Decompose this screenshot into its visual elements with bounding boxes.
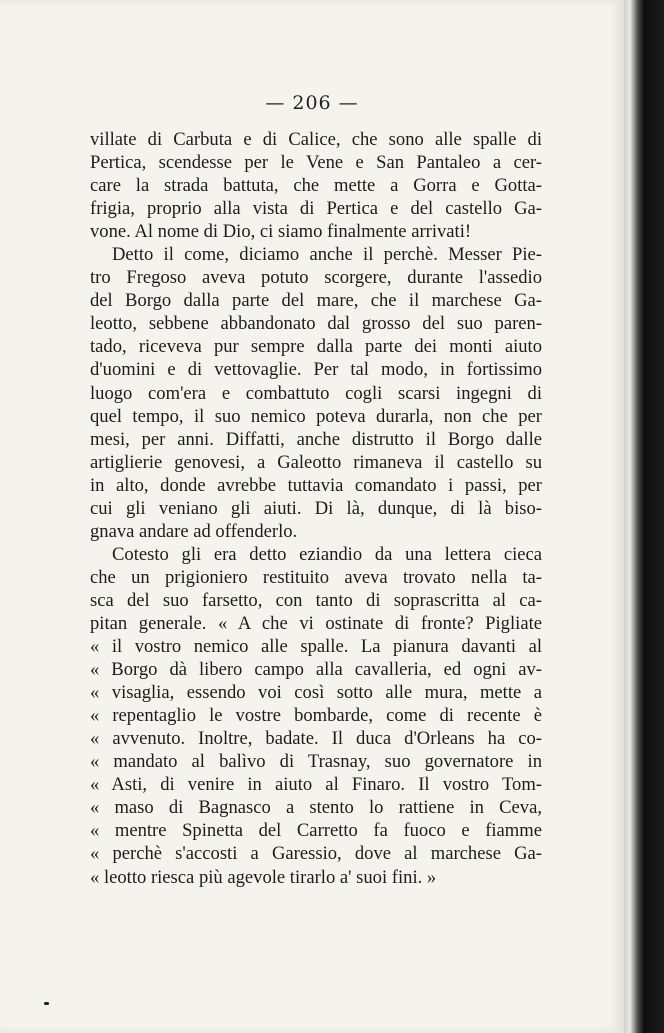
text-line: sca del suo farsetto, con tanto di soprascritta al ca- bbox=[90, 589, 542, 611]
text-line: frigia, proprio alla vista di Pertica e del castello Ga- bbox=[90, 198, 542, 220]
scan-right-edge bbox=[624, 0, 664, 1033]
paragraph bbox=[90, 543, 542, 889]
text-line: « Borgo dà libero campo alla cavalleria, ed ogni av- bbox=[90, 659, 542, 681]
text-line: Cotesto gli era detto eziandio da una lettera cieca bbox=[112, 543, 542, 565]
text-line: in alto, donde avrebbe tuttavia comandato i passi, per bbox=[90, 474, 542, 496]
text-line: « perchè s'accosti a Garessio, dove al marchese Ga- bbox=[90, 843, 542, 865]
text-line: « Asti, di venire in aiuto al Finaro. Il vostro Tom- bbox=[90, 774, 542, 796]
text-line: pitan generale. « A che vi ostinate di fronte? Pigliate bbox=[90, 612, 542, 634]
text-line: luogo com'era e combattuto cogli scarsi ingegni di bbox=[90, 382, 542, 404]
text-line: care la strada battuta, che mette a Gorra e Gotta- bbox=[90, 175, 542, 197]
text-line: vone. Al nome di Dio, ci siamo finalmente arrivati! bbox=[90, 221, 472, 243]
paragraph bbox=[90, 128, 542, 243]
paragraph bbox=[90, 243, 542, 543]
page-number: — 206 — bbox=[265, 92, 359, 114]
body-text bbox=[90, 128, 542, 889]
text-line: « mentre Spinetta del Carretto fa fuoco e fiamme bbox=[90, 820, 542, 842]
text-line: cui gli veniano gli aiuti. Di là, dunque, di là biso- bbox=[90, 497, 542, 519]
text-line: artiglierie genovesi, a Galeotto rimaneva il castello su bbox=[90, 451, 542, 473]
text-line: che un prigioniero restituito aveva trovato nella ta- bbox=[90, 566, 542, 588]
text-line: « avvenuto. Inoltre, badate. Il duca d'Orleans ha co- bbox=[90, 728, 542, 750]
ink-speck bbox=[44, 1002, 49, 1005]
text-line: « leotto riesca più agevole tirarlo a' suoi fini. » bbox=[90, 866, 437, 888]
text-line: quel tempo, il suo nemico poteva durarla, non che per bbox=[90, 405, 542, 427]
text-line: « visaglia, essendo voi così sotto alle mura, mette a bbox=[90, 682, 542, 704]
text-line: « maso di Bagnasco a stento lo rattiene in Ceva, bbox=[90, 797, 542, 819]
text-line: tro Fregoso aveva potuto scorgere, durante l'assedio bbox=[90, 267, 542, 289]
text-line: « mandato al balìvo di Trasnay, suo governatore in bbox=[90, 751, 542, 773]
text-line: del Borgo dalla parte del mare, che il marchese Ga- bbox=[90, 290, 542, 312]
text-line: Pertica, scendesse per le Vene e San Pantaleo a cer- bbox=[90, 152, 542, 174]
text-line: Detto il come, diciamo anche il perchè. Messer Pie- bbox=[112, 244, 542, 266]
text-line: d'uomini e di vettovaglie. Per tal modo, in fortissimo bbox=[90, 359, 542, 381]
text-line: « repentaglio le vostre bombarde, come di recente è bbox=[90, 705, 542, 727]
text-line: villate di Carbuta e di Calice, che sono alle spalle di bbox=[90, 129, 542, 150]
text-line: leotto, sebbene abbandonato dal grosso del suo paren- bbox=[90, 313, 542, 335]
text-line: gnava andare ad offenderlo. bbox=[90, 520, 298, 542]
text-line: tado, riceveva pur sempre dalla parte dei monti aiuto bbox=[90, 336, 542, 358]
text-line: « il vostro nemico alle spalle. La pianura davanti al bbox=[90, 636, 542, 658]
text-line: mesi, per anni. Diffatti, anche distrutto il Borgo dalle bbox=[90, 428, 542, 450]
